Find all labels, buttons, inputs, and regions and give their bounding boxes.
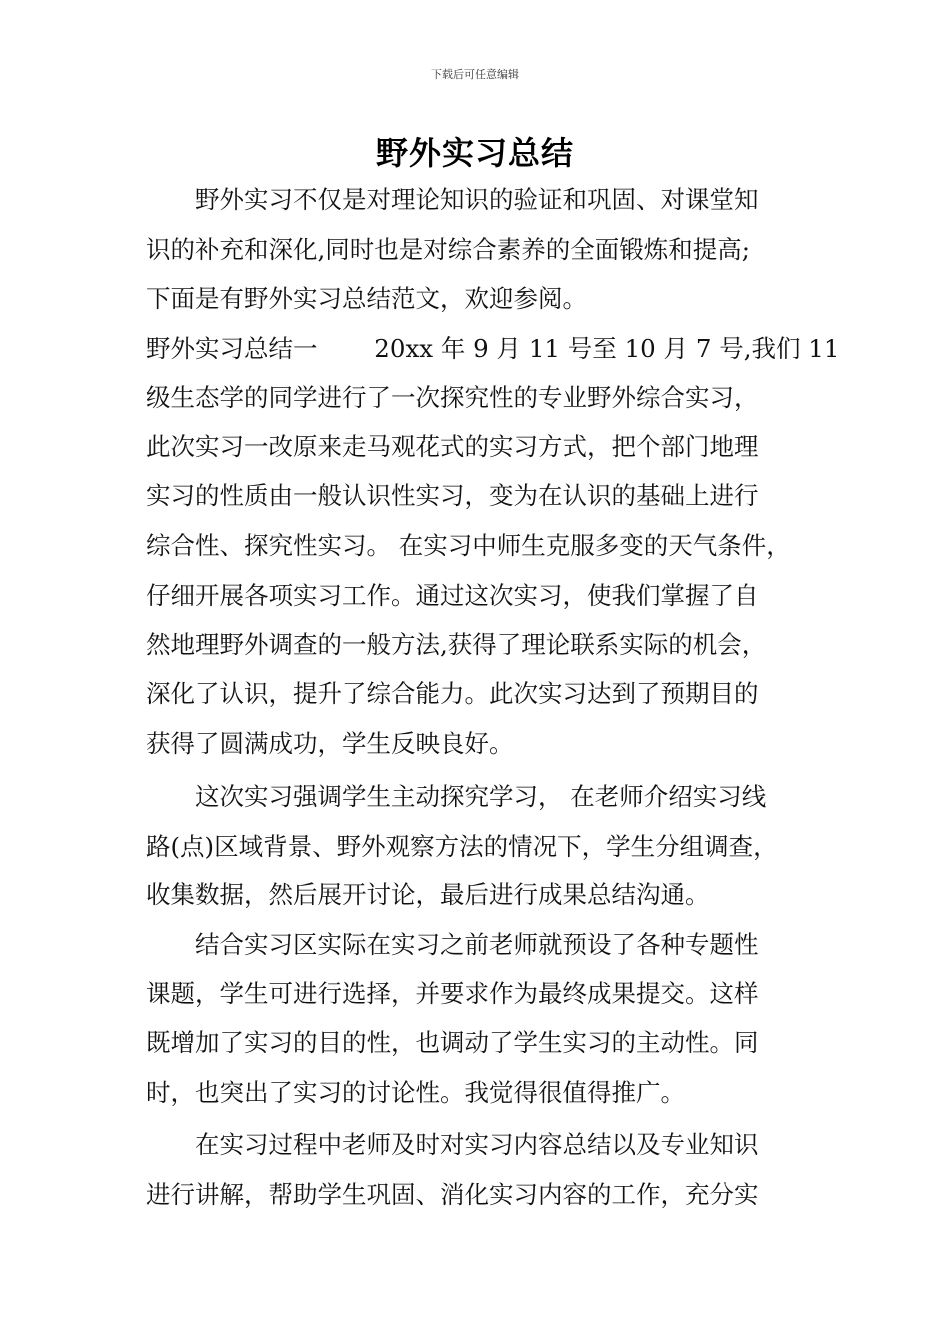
- body-line: 深化了认识，提升了综合能力。此次实习达到了预期目的: [146, 679, 759, 708]
- body-line: 综合性、探究性实习。 在实习中师生克服多变的天气条件，: [146, 531, 791, 560]
- body-line: 仔细开展各项实习工作。通过这次实习，使我们掌握了自: [146, 581, 759, 610]
- body-line: 收集数据，然后展开讨论，最后进行成果总结沟通。: [146, 880, 710, 909]
- page-header: 下载后可任意编辑: [431, 68, 519, 81]
- body-line: 识的补充和深化,同时也是对综合素养的全面锻炼和提高;: [146, 235, 751, 264]
- body-line: 进行讲解，帮助学生巩固、消化实习内容的工作，充分实: [146, 1180, 759, 1209]
- body-line: 野外实习不仅是对理论知识的验证和巩固、对课堂知: [146, 185, 759, 214]
- body-line: 级生态学的同学进行了一次探究性的专业野外综合实习，: [146, 383, 759, 412]
- body-line: 既增加了实习的目的性，也调动了学生实习的主动性。同: [146, 1028, 759, 1057]
- body-line: 结合实习区实际在实习之前老师就预设了各种专题性: [146, 930, 759, 959]
- body-line: 下面是有野外实习总结范文，欢迎参阅。: [146, 284, 587, 313]
- body-line: 在实习过程中老师及时对实习内容总结以及专业知识: [146, 1130, 759, 1159]
- body-line: 时，也突出了实习的讨论性。我觉得很值得推广。: [146, 1078, 685, 1107]
- body-line: 实习的性质由一般认识性实习，变为在认识的基础上进行: [146, 481, 759, 510]
- body-line: 此次实习一改原来走马观花式的实习方式，把个部门地理: [146, 432, 759, 461]
- body-line: 课题，学生可进行选择，并要求作为最终成果提交。这样: [146, 979, 759, 1008]
- body-line: 野外实习总结一 20xx 年 9 月 11 号至 10 月 7 号,我们 11: [146, 334, 840, 363]
- body-line: 获得了圆满成功，学生反映良好。: [146, 729, 514, 758]
- body-line: 然地理野外调查的一般方法,获得了理论联系实际的机会，: [146, 630, 767, 659]
- document-title: 野外实习总结: [375, 134, 574, 172]
- body-line: 这次实习强调学生主动探究学习， 在老师介绍实习线: [146, 782, 767, 811]
- body-line: 路(点)区域背景、野外观察方法的情况下，学生分组调查，: [146, 832, 778, 861]
